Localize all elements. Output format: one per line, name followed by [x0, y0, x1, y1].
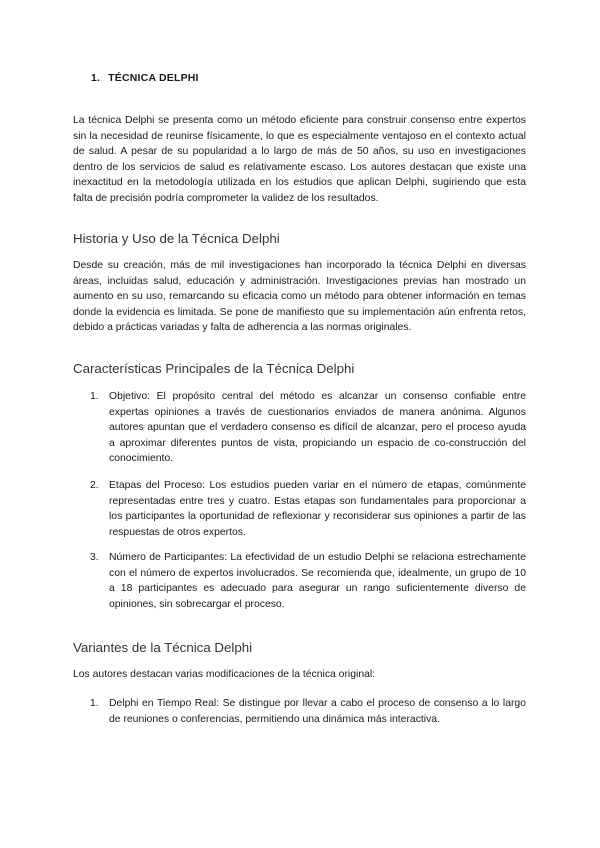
intro-paragraph: La técnica Delphi se presenta como un método eficiente para construir consenso entre expertos sin la necesidad de reunirse físicamente, lo que es especialmente ventajoso en el contexto actual de salud. A pesar de su popularidad a lo largo de más de 50 años, su uso en investigaciones dentro de los servicios de salud es relativamente escaso. Los autores destacan que existe una inexactitud en la metodología utilizada en los estudios que aplican Delphi, sugiriendo que esta falta de precisión podría comprometer la validez de los resultados.	[73, 115, 526, 204]
list-item-marker: 1.	[90, 698, 99, 709]
list-item-text: Objetivo: El propósito central del método es alcanzar un consenso confiable entre expertas opiniones a través de cuestionarios enviados de manera anónima. Algunos autores apuntan que el verdadero consenso es difícil de alcanzar, pero el proceso ayuda a aproximar diferentes puntos de vista, propiciando un espacio de co-construcción del conocimiento.	[109, 391, 526, 465]
section-heading-caracteristicas: Características Principales de la Técnica Delphi	[73, 361, 355, 376]
list-item	[73, 696, 526, 727]
list-item-text: Delphi en Tiempo Real: Se distingue por llevar a cabo el proceso de consenso a lo largo de reuniones o conferencias, permitiendo una dinámica más interactiva.	[109, 698, 526, 725]
title-number: 1.	[91, 72, 101, 84]
document-title	[91, 72, 199, 84]
historia-paragraph: Desde su creación, más de mil investigaciones han incorporado la técnica Delphi en diversas áreas, incluidas salud, educación y administración. Investigaciones previas han mostrado un aumento en su uso, remarcando su eficacia como un método para obtener información en temas donde la evidencia es limitada. Se pone de manifiesto que su implementación aún enfrenta retos, debido a prácticas variadas y falta de adherencia a las normas originales.	[73, 260, 526, 334]
list-item	[73, 478, 526, 540]
section-heading-variantes: Variantes de la Técnica Delphi	[73, 640, 253, 655]
variantes-paragraph: Los autores destacan varias modificaciones de la técnica original:	[73, 669, 376, 680]
title-text: TÉCNICA DELPHI	[108, 72, 199, 84]
caracteristicas-list-2	[73, 478, 526, 540]
list-item-text: Número de Participantes: La efectividad de un estudio Delphi se relaciona estrechamente con el número de expertos involucrados. Se recomienda que, idealmente, un grupo de 10 a 18 participantes es adecuado para asegurar un rango suficientemente diverso de opiniones, sin sobrecargar el proceso.	[109, 552, 526, 610]
list-item-marker: 3.	[90, 552, 99, 563]
list-item-marker: 2.	[90, 480, 99, 491]
list-item-marker: 1.	[90, 391, 99, 402]
list-item-text: Etapas del Proceso: Los estudios pueden variar en el número de etapas, comúnmente representadas entre tres y cuatro. Estas etapas son fundamentales para proporcionar a los participantes la oportunidad de reflexionar y reconsiderar sus opiniones a partir de las respuestas de otros expertos.	[109, 480, 526, 538]
list-item	[73, 389, 526, 467]
section-heading-historia: Historia y Uso de la Técnica Delphi	[73, 231, 280, 246]
list-item	[73, 550, 526, 612]
caracteristicas-list-3	[73, 550, 526, 612]
variantes-list	[73, 696, 526, 727]
caracteristicas-list	[73, 389, 526, 467]
